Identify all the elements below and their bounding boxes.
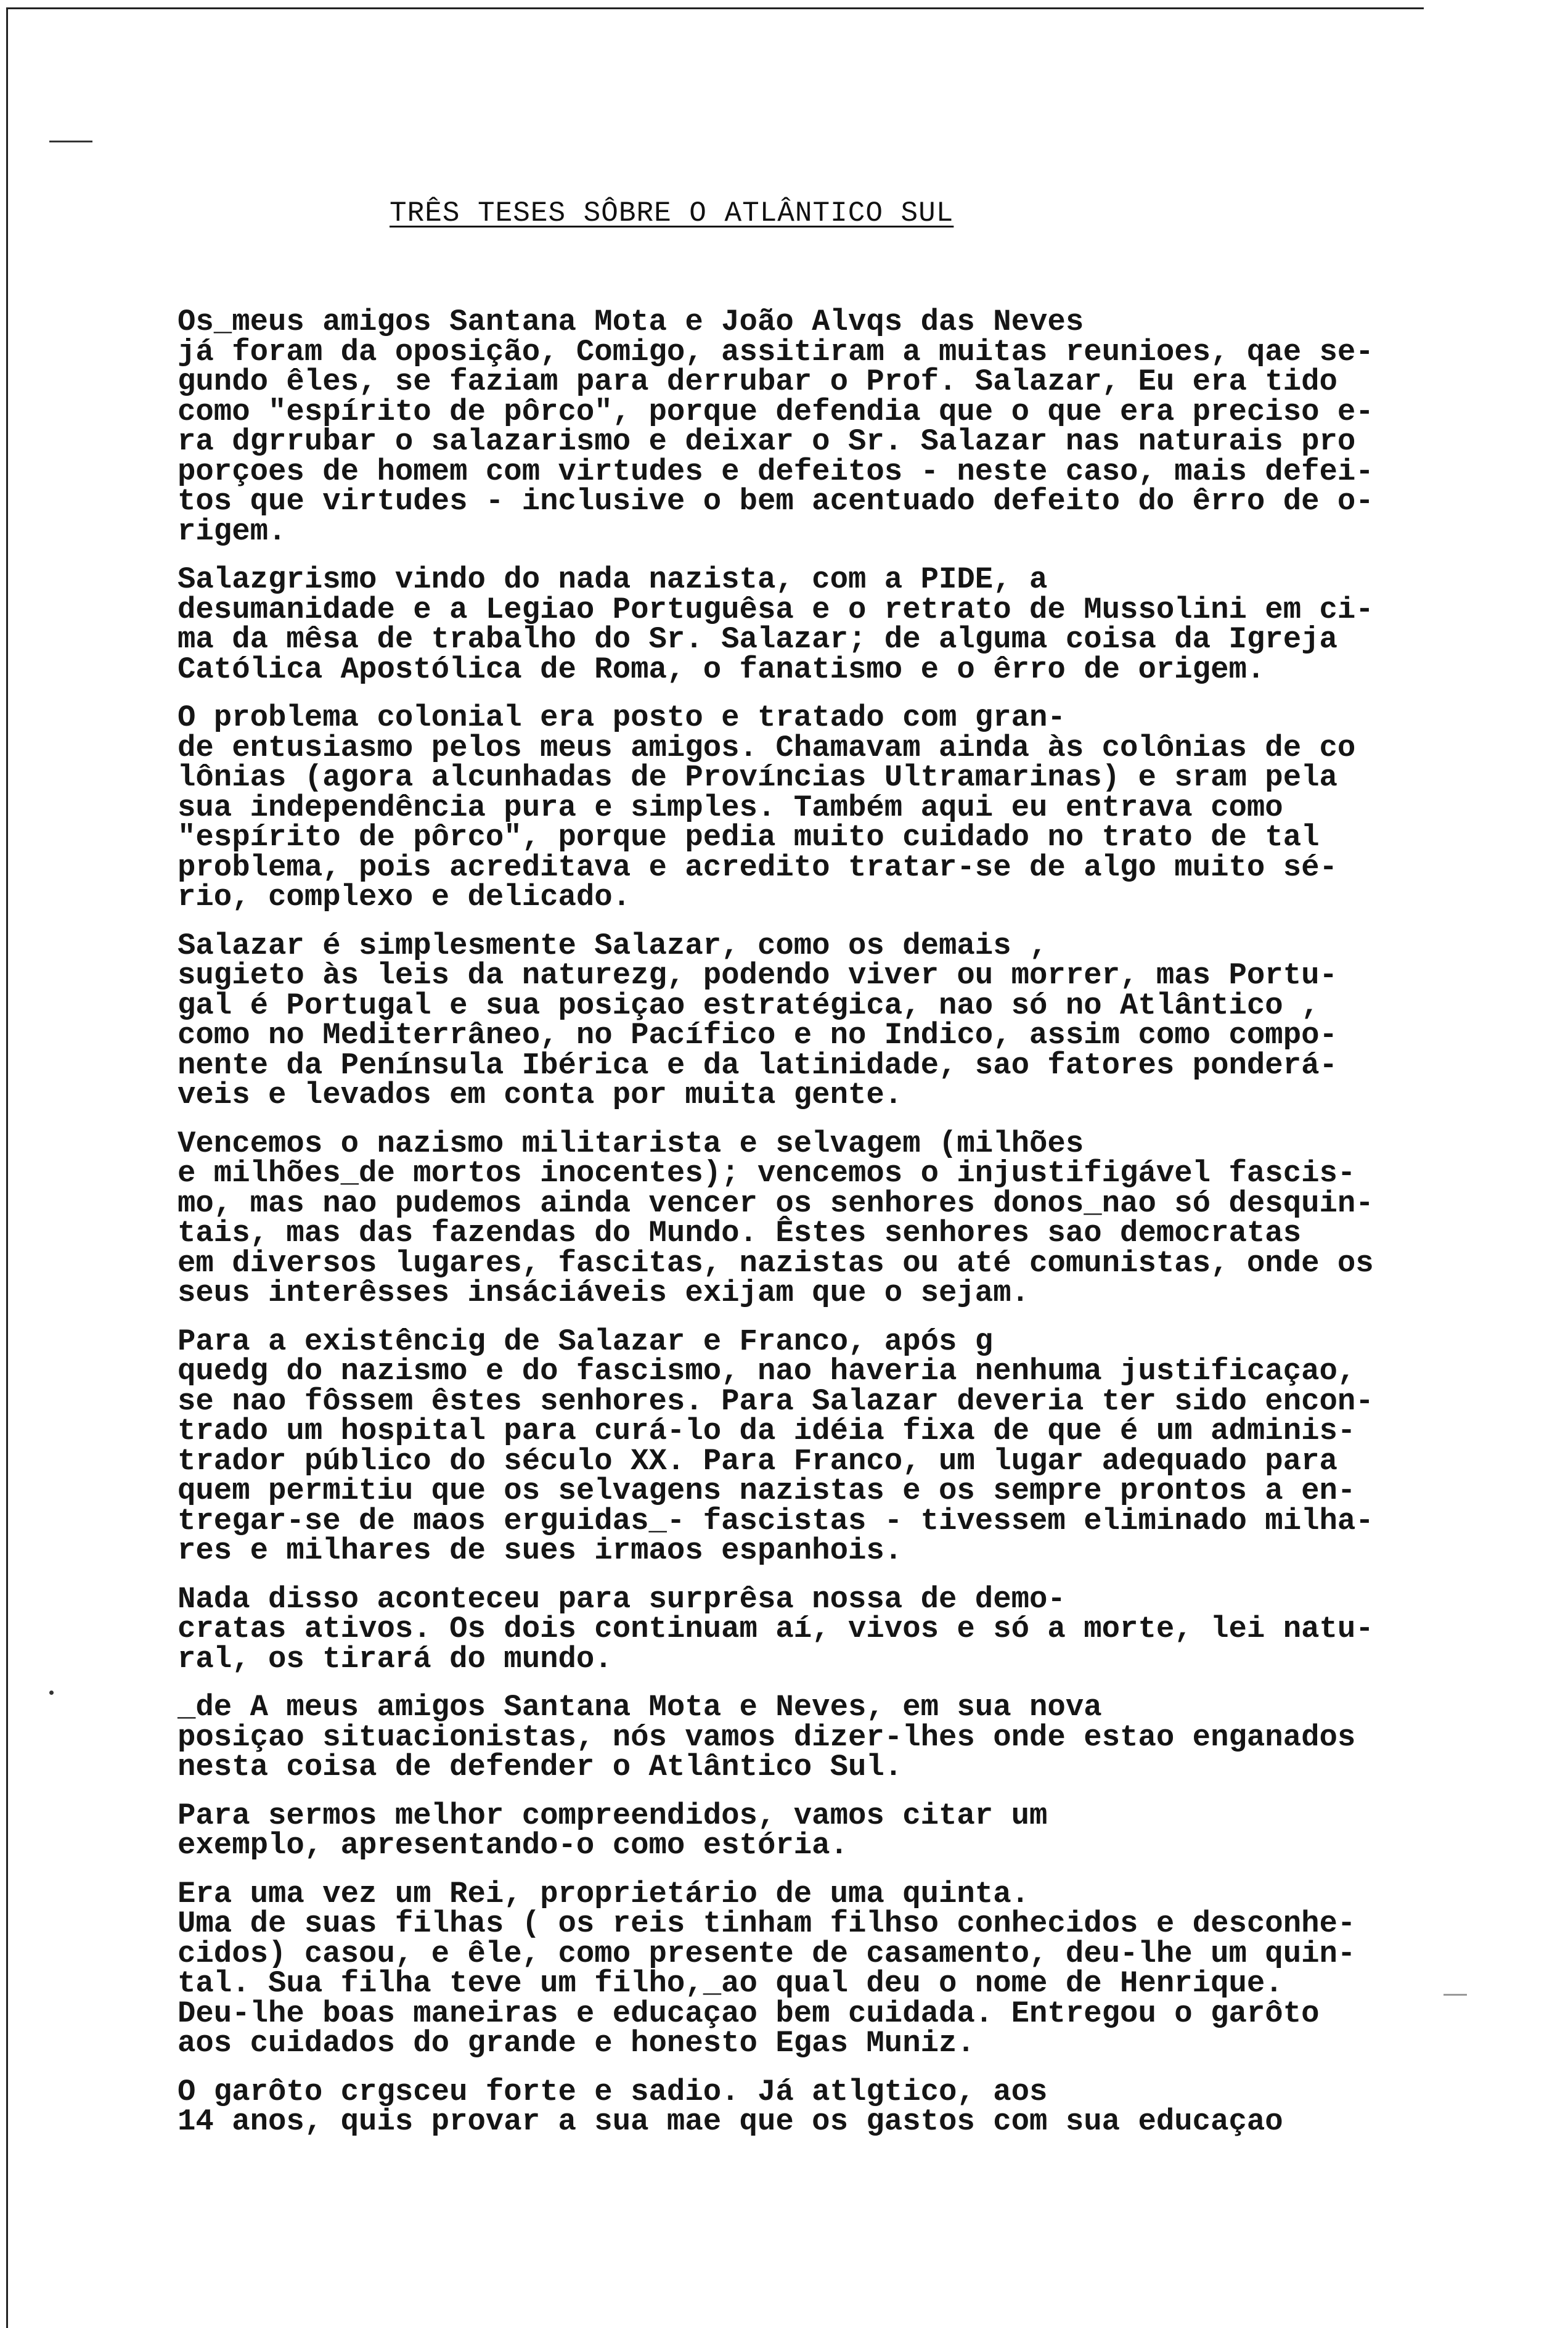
text-line: ra dgrrubar o salazarismo e deixar o Sr. Salazar nas naturais pro bbox=[178, 424, 1356, 459]
text-line: ral, os tirará do mundo. bbox=[178, 1641, 613, 1676]
text-line: quem permitiu que os selvagens nazistas e os sempre prontos a en- bbox=[178, 1473, 1356, 1508]
text-line: porçoes de homem com virtudes e defeitos - neste caso, mais defei- bbox=[178, 454, 1374, 489]
text-line: tais, mas das fazendas do Mundo. Êstes senhores sao democratas bbox=[178, 1216, 1302, 1250]
text-line: tal. Sua filha teve um filho,_ao qual deu o nome de Henrique. bbox=[178, 1966, 1283, 2001]
text-line: Era uma vez um Rei, proprietário de uma quinta. bbox=[178, 1876, 1030, 1911]
text-line: sua independência pura e simples. Também aqui eu entrava como bbox=[178, 790, 1283, 825]
text-line: Os_meus amigos Santana Mota e João Alvqs das Neves bbox=[178, 305, 1084, 339]
page-top-border bbox=[6, 7, 1424, 9]
text-line: tregar-se de maos erguidas_- fascistas - tivessem eliminado milha- bbox=[178, 1503, 1374, 1538]
text-line: gundo êles, se faziam para derrubar o Prof. Salazar, Eu era tido bbox=[178, 364, 1337, 399]
text-line: ma da mêsa de trabalho do Sr. Salazar; de alguma coisa da Igreja bbox=[178, 622, 1337, 657]
text-line: Para a existêncig de Salazar e Franco, após g bbox=[178, 1324, 994, 1359]
text-line: aos cuidados do grande e honesto Egas Muniz. bbox=[178, 2026, 975, 2060]
text-line: veis e levados em conta por muita gente. bbox=[178, 1078, 903, 1112]
text-line: 14 anos, quis provar a sua mae que os gastos com sua educaçao bbox=[178, 2104, 1283, 2139]
margin-dash bbox=[1443, 1994, 1467, 1996]
text-line: seus interêsses insáciáveis exijam que o sejam. bbox=[178, 1276, 1030, 1310]
text-line: "espírito de pôrco", porque pedia muito cuidado no trato de tal bbox=[178, 820, 1320, 855]
text-line: lônias (agora alcunhadas de Províncias Ultramarinas) e sram pela bbox=[178, 760, 1337, 795]
margin-dot bbox=[49, 1691, 54, 1695]
document-body bbox=[178, 307, 1410, 2155]
text-line: de entusiasmo pelos meus amigos. Chamavam ainda às colônias de co bbox=[178, 730, 1356, 765]
text-line: rigem. bbox=[178, 514, 287, 549]
document-title: TRÊS TESES SÔBRE O ATLÂNTICO SUL bbox=[390, 197, 954, 229]
text-line: posiçao situacionistas, nós vamos dizer-lhes onde estao enganados bbox=[178, 1719, 1356, 1755]
text-line: mo, mas nao pudemos ainda vencer os senhores donos_nao só desquin- bbox=[178, 1186, 1374, 1221]
text-line: como no Mediterrâneo, no Pacífico e no Indico, assim como compo- bbox=[178, 1018, 1337, 1052]
text-line: Nada disso aconteceu para surprêsa nossa de demo- bbox=[178, 1581, 1066, 1617]
paragraph bbox=[178, 562, 1410, 687]
text-line: trado um hospital para curá-lo da idéia fixa de que é um adminis- bbox=[178, 1414, 1356, 1448]
paragraph bbox=[178, 1798, 1410, 1863]
paragraph bbox=[178, 1692, 1410, 1782]
paragraph bbox=[178, 1126, 1410, 1310]
paragraph bbox=[178, 700, 1410, 914]
text-line: Salazgrismo vindo do nada nazista, com a PIDE, a bbox=[178, 562, 1048, 597]
text-line: Vencemos o nazismo militarista e selvagem (milhões bbox=[178, 1126, 1084, 1161]
text-line: Católica Apostólica de Roma, o fanatismo e o êrro de origem. bbox=[178, 652, 1265, 687]
margin-mark bbox=[49, 141, 92, 142]
text-line: cratas ativos. Os dois continuam aí, vivos e só a morte, lei natu- bbox=[178, 1612, 1374, 1646]
text-line: Salazar é simplesmente Salazar, como os demais , bbox=[178, 928, 1048, 963]
text-line: e milhões_de mortos inocentes); vencemos o injustifigável fascis- bbox=[178, 1156, 1356, 1191]
text-line: se nao fôssem êstes senhores. Para Salazar deveria ter sido encon- bbox=[178, 1383, 1374, 1419]
text-line: gal é Portugal e sua posiçao estratégica, nao só no Atlântico , bbox=[178, 988, 1320, 1023]
text-line: já foram da oposição, Comigo, assitiram a muitas reunioes, qae se- bbox=[178, 334, 1374, 369]
text-line: desumanidade e a Legiao Portuguêsa e o retrato de Mussolini em ci- bbox=[178, 592, 1374, 627]
page-left-border bbox=[6, 7, 8, 2328]
text-line: _de A meus amigos Santana Mota e Neves, em sua nova bbox=[178, 1690, 1102, 1724]
text-line: nente da Península Ibérica e da latinidade, sao fatores ponderá- bbox=[178, 1047, 1337, 1083]
text-line: problema, pois acreditava e acredito tratar-se de algo muito sé- bbox=[178, 850, 1337, 885]
paragraph bbox=[178, 2074, 1410, 2139]
paragraph bbox=[178, 305, 1410, 549]
text-line: trador público do século XX. Para Franco, um lugar adequado para bbox=[178, 1443, 1337, 1478]
text-line: O problema colonial era posto e tratado com gran- bbox=[178, 700, 1066, 735]
text-line: tos que virtudes - inclusive o bem acentuado defeito do êrro de o- bbox=[178, 484, 1374, 518]
text-line: nesta coisa de defender o Atlântico Sul. bbox=[178, 1750, 903, 1784]
text-line: Uma de suas filhas ( os reis tinham filhso conhecidos e desconhe- bbox=[178, 1906, 1356, 1941]
paragraph bbox=[178, 1581, 1410, 1676]
text-line: O garôto crgsceu forte e sadio. Já atlgtico, aos bbox=[178, 2074, 1048, 2109]
paragraph bbox=[178, 928, 1410, 1112]
text-line: Para sermos melhor compreendidos, vamos citar um bbox=[178, 1798, 1048, 1833]
text-line: como "espírito de pôrco", porque defendia que o que era preciso e- bbox=[178, 394, 1374, 429]
text-line: cidos) casou, e êle, como presente de casamento, deu-lhe um quin- bbox=[178, 1936, 1356, 1971]
paragraph bbox=[178, 1324, 1410, 1568]
text-line: Deu-lhe boas maneiras e educaçao bem cuidada. Entregou o garôto bbox=[178, 1996, 1320, 2031]
text-line: res e milhares de sues irmaos espanhois. bbox=[178, 1533, 903, 1568]
text-line: rio, complexo e delicado. bbox=[178, 880, 631, 914]
text-line: quedg do nazismo e do fascismo, nao haveria nenhuma justificaçao, bbox=[178, 1354, 1356, 1388]
paragraph bbox=[178, 1876, 1410, 2060]
text-line: sugieto às leis da naturezg, podendo viver ou morrer, mas Portu- bbox=[178, 958, 1337, 993]
text-line: em diversos lugares, fascitas, nazistas ou até comunistas, onde os bbox=[178, 1245, 1374, 1281]
text-line: exemplo, apresentando-o como estória. bbox=[178, 1828, 848, 1863]
